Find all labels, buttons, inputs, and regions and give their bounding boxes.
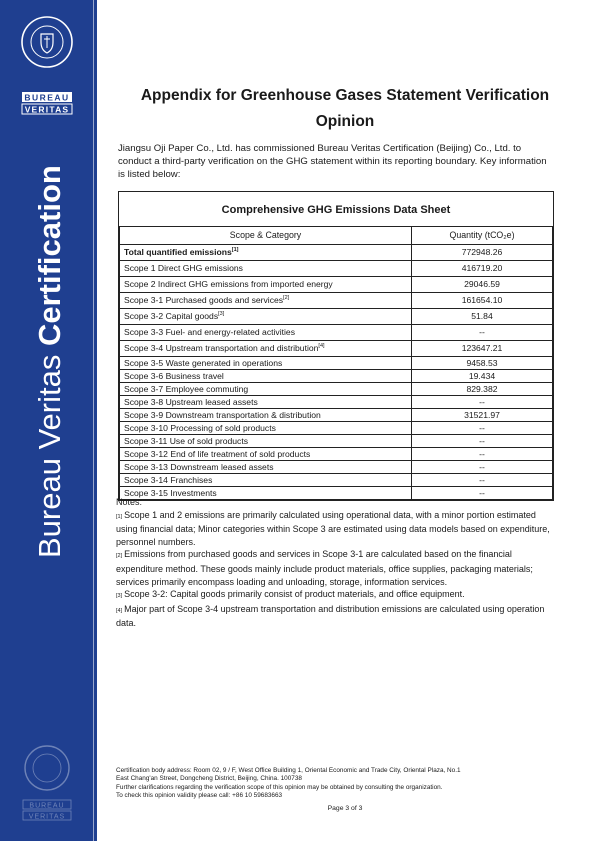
watermark-bureau-text: BUREAU: [29, 802, 65, 810]
note-item: [116, 588, 552, 603]
row-quantity: --: [412, 474, 553, 487]
footer-address-line-2: East Chang'an Street, Dongcheng District, Beijing, China. 100738: [116, 775, 302, 783]
note-marker: [1]: [116, 513, 123, 520]
table-title: Comprehensive GHG Emissions Data Sheet: [221, 204, 451, 216]
page-number: Page 3 of 3: [327, 805, 363, 812]
logo-veritas-text: VERITAS: [24, 104, 70, 115]
row-category-label: Scope 3-14 Franchises: [124, 474, 213, 485]
note-text: Scope 1 and 2 emissions are primarily calculated using operational data, with a minor portion estimated using financial data; Minor categories within Scope 3 are estimated using data models based on expenditure, personnel numbers.: [116, 509, 550, 547]
col-header-category: Scope & Category: [120, 227, 412, 245]
title-line-2: Opinion: [315, 113, 375, 130]
row-category-label: Scope 3-3 Fuel- and energy-related activities: [124, 327, 296, 337]
row-category: [120, 309, 412, 325]
notes-list: [116, 509, 552, 630]
table-row: [120, 325, 553, 341]
table-row: [120, 383, 553, 396]
table-row: [120, 409, 553, 422]
row-category-label: Scope 3-12 End of life treatment of sold products: [124, 448, 311, 459]
row-quantity: 772948.26: [412, 245, 553, 261]
note-item: [116, 603, 552, 630]
row-category-label: Scope 3-15 Investments: [124, 487, 217, 498]
row-category-label: Scope 3-6 Business travel: [124, 370, 224, 381]
vertical-text-bold: Certification: [32, 165, 67, 347]
table-row: [120, 396, 553, 409]
row-quantity: 416719.20: [412, 261, 553, 277]
row-category: [120, 370, 412, 383]
col-header-quantity: Quantity (tCO₂e): [412, 227, 553, 245]
row-category: [120, 474, 412, 487]
footer-clarification: Further clarifications regarding the verification scope of this opinion may be obtained by consulting the organization.: [116, 783, 443, 791]
row-category: [120, 422, 412, 435]
row-footnote-ref: [1]: [231, 247, 239, 254]
table-row: [120, 370, 553, 383]
table-row: [120, 448, 553, 461]
note-marker: [4]: [116, 607, 123, 614]
notes-heading: Notes:: [116, 497, 143, 507]
table-row: [120, 461, 553, 474]
intro-paragraph: Jiangsu Oji Paper Co., Ltd. has commissioned Bureau Veritas Certification (Beijing) Co., Ltd. to conduct a third-party verification on the GHG statement within its reporting boundary. Key information is listed below:: [118, 143, 547, 180]
logo-bureau-text: BUREAU: [24, 92, 70, 103]
row-category: [120, 341, 412, 357]
row-category-label: Scope 3-7 Employee commuting: [124, 383, 249, 394]
page-title: [110, 83, 580, 135]
row-category-label: Scope 3-2 Capital goods: [124, 311, 219, 321]
row-category-label: Scope 1 Direct GHG emissions: [124, 263, 243, 273]
note-text: Scope 3-2: Capital goods primarily consist of product materials, and office equipment.: [124, 589, 465, 600]
row-category: [120, 277, 412, 293]
table-row: [120, 357, 553, 370]
table-row: [120, 293, 553, 309]
row-category-label: Scope 3-13 Downstream leased assets: [124, 461, 274, 472]
row-category: [120, 448, 412, 461]
table-row: [120, 261, 553, 277]
row-category-label: Scope 3-11 Use of sold products: [124, 435, 249, 446]
sidebar-band: [0, 0, 97, 841]
sidebar-divider-line: [93, 0, 94, 841]
row-category-label: Scope 3-9 Downstream transportation & distribution: [124, 409, 321, 420]
row-category: [120, 261, 412, 277]
bureau-veritas-seal-logo: [17, 8, 77, 126]
table-body: [120, 245, 553, 500]
vertical-certification-heading: [24, 140, 70, 560]
ghg-table: [119, 226, 553, 500]
row-category: [120, 409, 412, 422]
row-quantity: --: [412, 396, 553, 409]
row-footnote-ref: [4]: [318, 343, 325, 350]
row-quantity: --: [412, 487, 553, 500]
row-category-label: Scope 2 Indirect GHG emissions from imported energy: [124, 279, 333, 289]
footer: [116, 767, 556, 801]
note-text: Major part of Scope 3-4 upstream transportation and distribution emissions are calculated using operation data.: [116, 603, 545, 629]
table-row: [120, 245, 553, 261]
notes-section: [116, 496, 552, 630]
table-row: [120, 474, 553, 487]
note-item: [116, 548, 552, 588]
row-quantity: --: [412, 448, 553, 461]
table-row: [120, 435, 553, 448]
note-marker: [2]: [116, 553, 123, 560]
watermark-veritas-text: VERITAS: [28, 813, 66, 821]
svg-text:Bureau Veritas Certification: [32, 165, 67, 558]
row-quantity: --: [412, 325, 553, 341]
row-category-label: Scope 3-5 Waste generated in operations: [124, 357, 283, 368]
note-text: Emissions from purchased goods and services in Scope 3-1 are calculated based on the financial expenditure method. These goods mainly include product materials, office supplies, packaging materials; services primarily encompass loading and unloading, storage, information services.: [116, 549, 533, 587]
table-row: [120, 277, 553, 293]
ghg-data-sheet: [118, 191, 554, 501]
row-quantity: 9458.53: [412, 357, 553, 370]
row-category-label: Scope 3-4 Upstream transportation and distribution: [124, 343, 319, 353]
row-quantity: 31521.97: [412, 409, 553, 422]
title-line-1: Appendix for Greenhouse Gases Statement Verification: [140, 87, 550, 104]
row-category: [120, 245, 412, 261]
row-category: [120, 435, 412, 448]
row-quantity: 829.382: [412, 383, 553, 396]
row-quantity: 123647.21: [412, 341, 553, 357]
row-category-label: Scope 3-1 Purchased goods and services: [124, 295, 284, 305]
row-footnote-ref: [3]: [218, 311, 225, 318]
row-footnote-ref: [2]: [283, 295, 290, 302]
row-category: [120, 461, 412, 474]
table-row: [120, 341, 553, 357]
row-quantity: 161654.10: [412, 293, 553, 309]
row-category-label: Scope 3-8 Upstream leased assets: [124, 396, 258, 407]
footer-address-line-1: Certification body address: Room 02, 9 / F, West Office Building 1, Oriental Economic and Trade City, Oriental Plaza, No.1: [116, 767, 461, 774]
table-row: [120, 422, 553, 435]
footer-validity-phone: To check this opinion validity please call: +86 10 59683663: [116, 792, 283, 800]
row-category: [120, 357, 412, 370]
row-quantity: --: [412, 435, 553, 448]
row-quantity: 19.434: [412, 370, 553, 383]
row-category: [120, 293, 412, 309]
row-quantity: --: [412, 422, 553, 435]
row-category-label: Scope 3-10 Processing of sold products: [124, 422, 276, 433]
row-category: [120, 396, 412, 409]
row-quantity: --: [412, 461, 553, 474]
bureau-veritas-watermark-seal: [17, 740, 77, 830]
table-header-row: [120, 227, 553, 245]
table-row: [120, 309, 553, 325]
row-category: [120, 383, 412, 396]
row-category-label: Total quantified emissions: [124, 247, 232, 257]
note-item: [116, 509, 552, 549]
row-quantity: 29046.59: [412, 277, 553, 293]
row-category: [120, 325, 412, 341]
note-marker: [3]: [116, 593, 123, 600]
vertical-text-light: Bureau Veritas: [32, 346, 67, 558]
row-quantity: 51.84: [412, 309, 553, 325]
